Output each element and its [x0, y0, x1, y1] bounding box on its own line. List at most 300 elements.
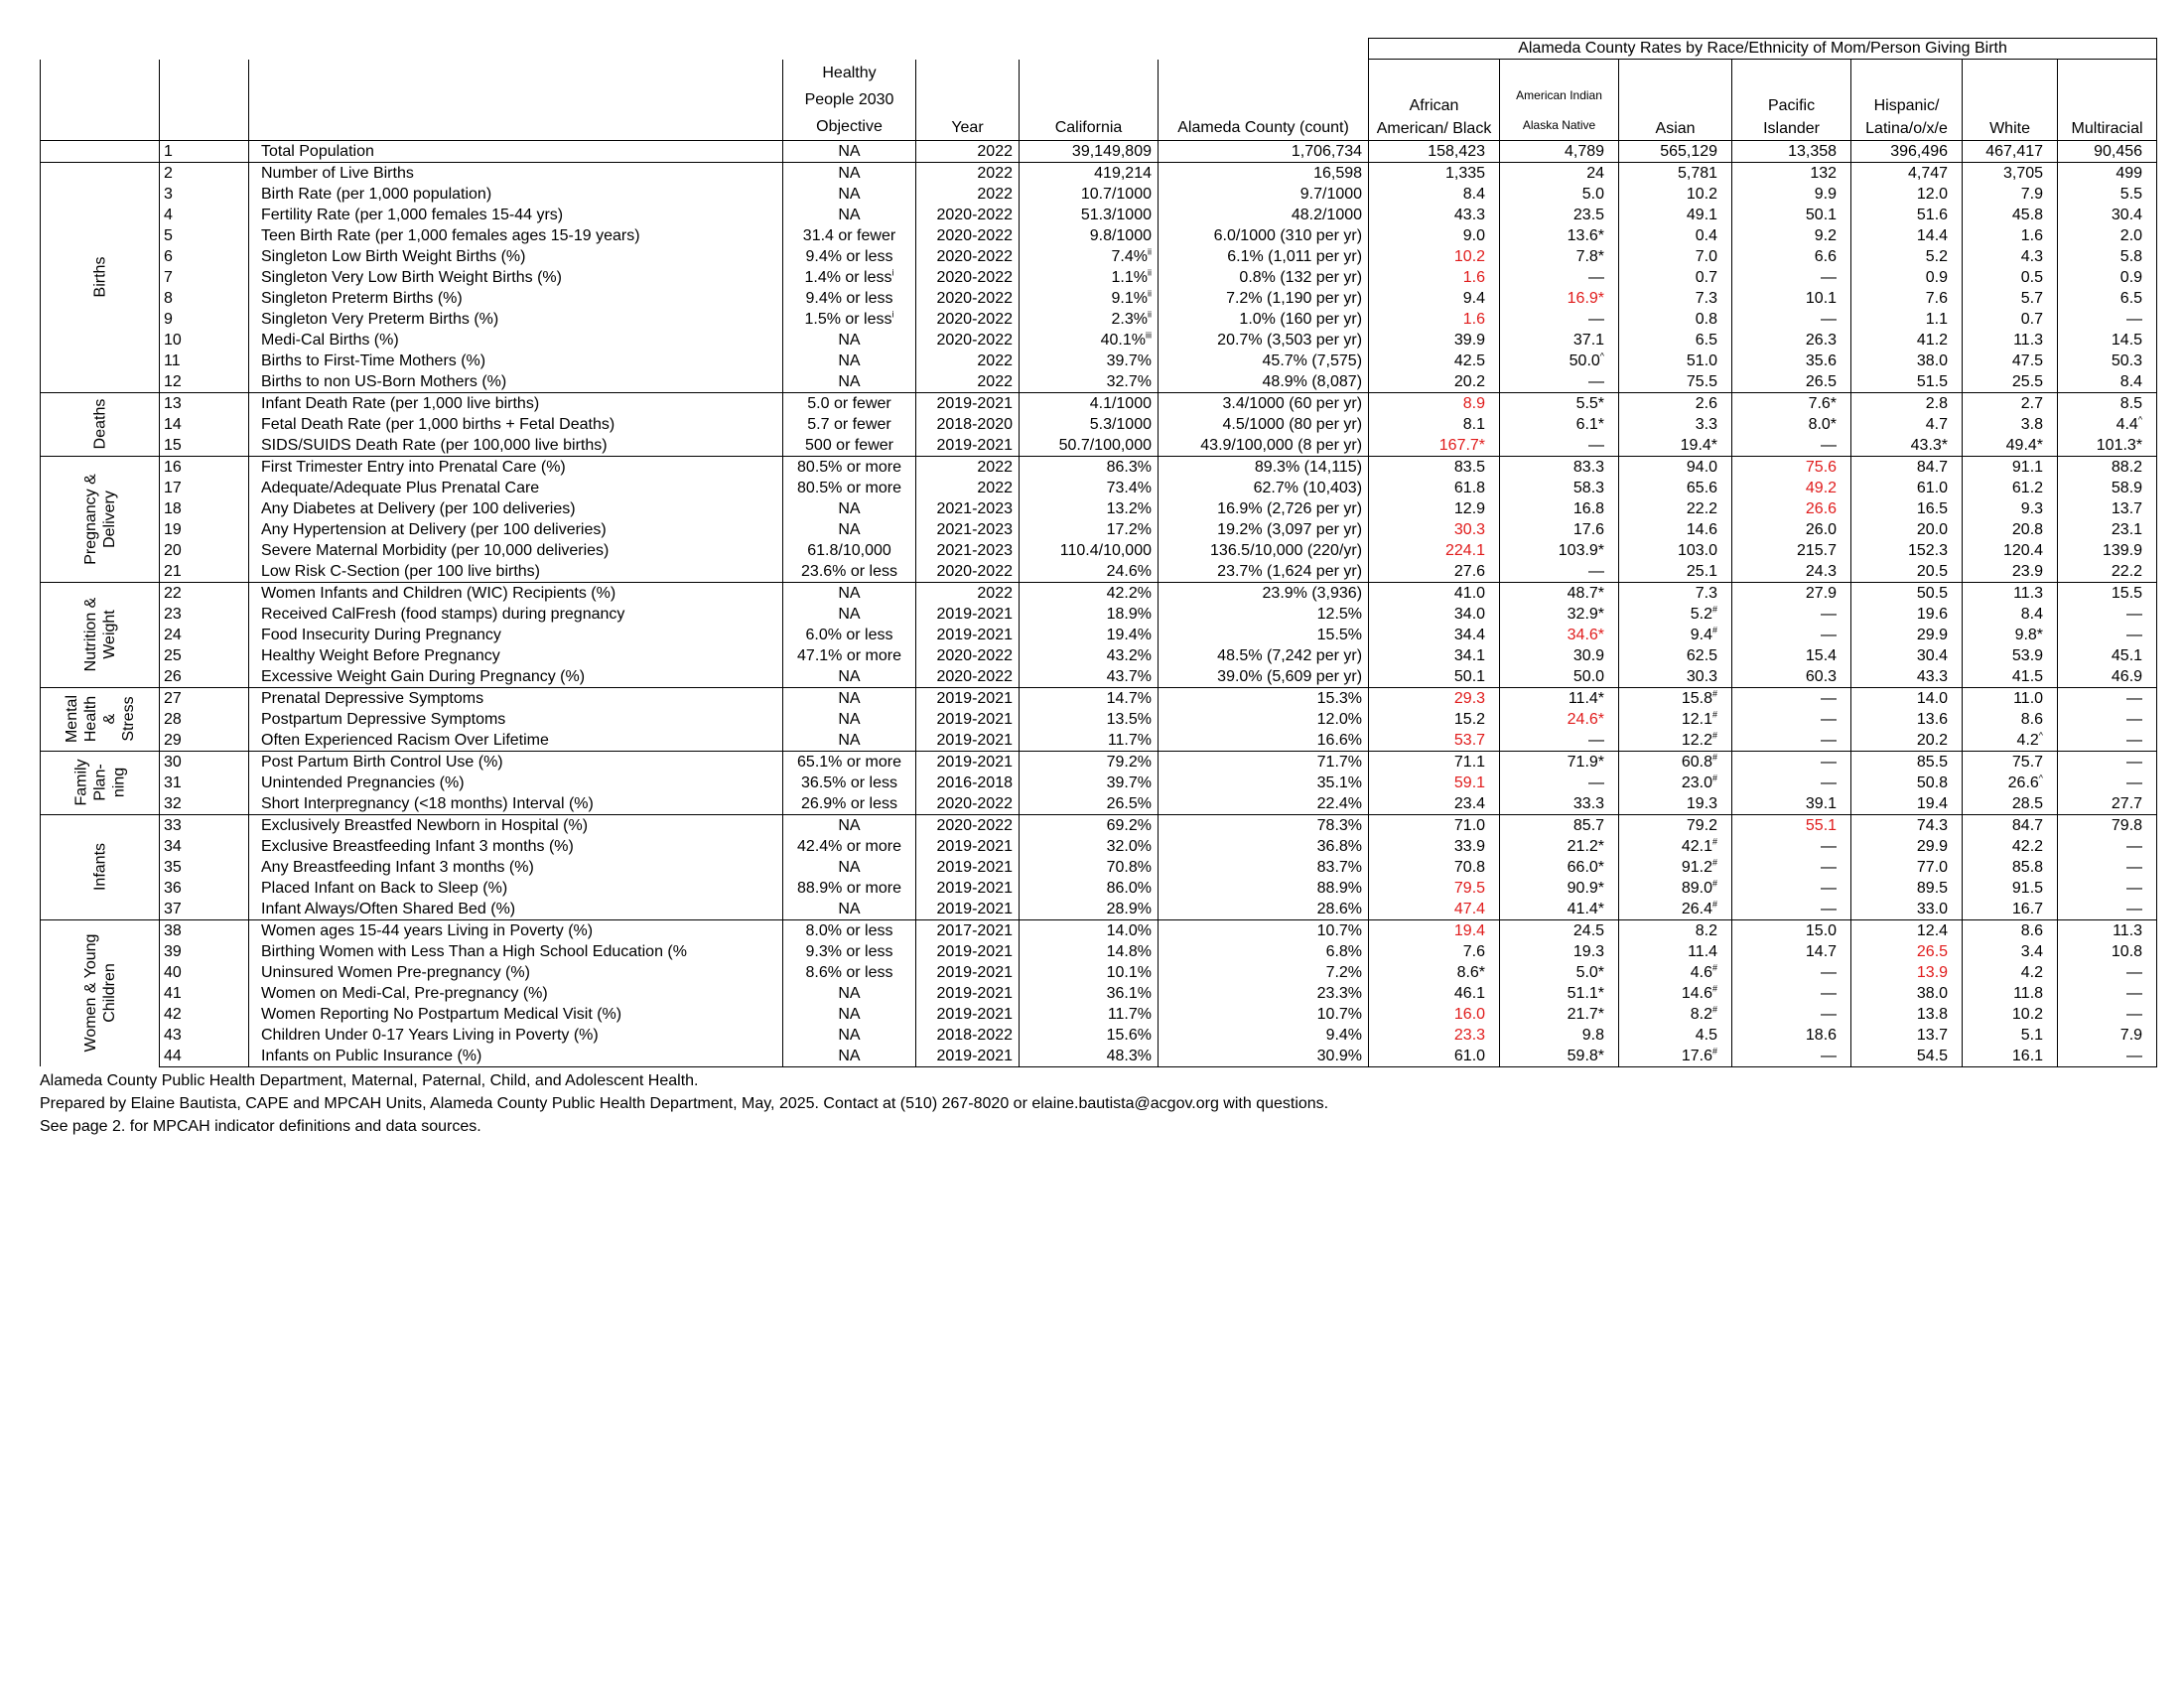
race-value: 0.8: [1619, 309, 1732, 330]
race-value: 8.4: [1369, 184, 1500, 205]
objective: [783, 857, 916, 878]
race-value: 4.7: [1851, 414, 1963, 435]
year: 2021-2023: [916, 498, 1020, 519]
group-label-cell: [41, 162, 160, 392]
california-value: [1020, 604, 1159, 625]
group-cell: [41, 140, 160, 162]
race-value: 61.0: [1851, 478, 1963, 498]
race-value: 65.6: [1619, 478, 1732, 498]
county-value: 45.7% (7,575): [1159, 351, 1369, 371]
footnote-marker: #: [1712, 983, 1718, 994]
race-value: [1619, 962, 1732, 983]
objective: [783, 414, 916, 435]
race-value-text: 14.6: [1681, 984, 1713, 1002]
race-value-text: 89.0: [1681, 879, 1713, 897]
race-header: Pacific Islander: [1732, 60, 1851, 141]
race-value: 38.0: [1851, 351, 1963, 371]
race-value: 4,747: [1851, 162, 1963, 184]
indicator-name: Fetal Death Rate (per 1,000 births + Fetal Deaths): [249, 414, 783, 435]
objective: [783, 309, 916, 330]
california-value: [1020, 793, 1159, 815]
indicator-row: [41, 645, 2157, 666]
footnote-marker: #: [1712, 899, 1718, 910]
race-value: 22.2: [2058, 561, 2157, 583]
year: 2022: [916, 351, 1020, 371]
county-value: 83.7%: [1159, 857, 1369, 878]
county-value: 23.7% (1,624 per yr): [1159, 561, 1369, 583]
race-value: 7.9: [2058, 1025, 2157, 1046]
indicator-row: [41, 814, 2157, 836]
california-text: 32.7%: [1106, 372, 1152, 390]
california-text: 5.3/1000: [1089, 415, 1152, 433]
race-value: —: [2058, 751, 2157, 773]
race-value: 90.9*: [1500, 878, 1619, 899]
race-value: —: [1732, 309, 1851, 330]
race-value: 224.1: [1369, 540, 1500, 561]
year: 2021-2023: [916, 519, 1020, 540]
race-header: American Indian Alaska Native: [1500, 60, 1619, 141]
objective-text: NA: [838, 1047, 861, 1064]
indicator-name: Birthing Women with Less Than a High School Education (%: [249, 941, 783, 962]
race-value: 89.5: [1851, 878, 1963, 899]
race-value: 16.1: [1963, 1046, 2058, 1067]
race-value-text: 17.6: [1681, 1047, 1713, 1064]
indicator-name: Medi-Cal Births (%): [249, 330, 783, 351]
indicator-row: [41, 709, 2157, 730]
indicator-row: [41, 751, 2157, 773]
race-value: 2.7: [1963, 392, 2058, 414]
race-value-text: 50.0: [1569, 352, 1600, 369]
race-value: 75.7: [1963, 751, 2058, 773]
objective-text: 88.9% or more: [797, 879, 901, 897]
footnote-marker: ii: [1148, 246, 1152, 257]
indicator-row: [41, 625, 2157, 645]
race-value: [1619, 604, 1732, 625]
race-value: 20.2: [1369, 371, 1500, 393]
group-label: Women & Young Children: [81, 933, 118, 1053]
race-value: 50.0: [1500, 666, 1619, 688]
race-value: 13.7: [1851, 1025, 1963, 1046]
race-value: —: [1732, 878, 1851, 899]
race-value: —: [2058, 730, 2157, 752]
county-value: 89.3% (14,115): [1159, 456, 1369, 478]
race-value: 15.0: [1732, 919, 1851, 941]
objective: [783, 225, 916, 246]
race-value: 16.5: [1851, 498, 1963, 519]
objective-text: 26.9% or less: [801, 794, 897, 812]
objective: [783, 519, 916, 540]
objective-text: 47.1% or more: [797, 646, 901, 664]
race-value: 8.4: [1963, 604, 2058, 625]
california-text: 79.2%: [1106, 753, 1152, 771]
indicator-number: 25: [160, 645, 249, 666]
footnote-marker: #: [1712, 709, 1718, 720]
county-value: 10.7%: [1159, 1004, 1369, 1025]
california-text: 24.6%: [1106, 562, 1152, 580]
california-text: 69.2%: [1106, 816, 1152, 834]
race-value: —: [1500, 730, 1619, 752]
year: 2019-2021: [916, 983, 1020, 1004]
county-value: 35.1%: [1159, 773, 1369, 793]
race-value: 139.9: [2058, 540, 2157, 561]
race-value: 26.5: [1851, 941, 1963, 962]
county-value: 15.5%: [1159, 625, 1369, 645]
footnote-marker: ii: [1148, 309, 1152, 320]
objective-text: NA: [838, 984, 861, 1002]
race-value: 43.3: [1851, 666, 1963, 688]
indicator-name: SIDS/SUIDS Death Rate (per 100,000 live births): [249, 435, 783, 457]
race-value: 8.2: [1619, 919, 1732, 941]
objective-text: NA: [838, 164, 861, 182]
race-value: 30.9: [1500, 645, 1619, 666]
group-label-cell: [41, 582, 160, 687]
objective-text: 9.4% or less: [805, 247, 893, 265]
footnote: See page 2. for MPCAH indicator definitions and data sources.: [40, 1117, 481, 1135]
california-text: 13.2%: [1106, 499, 1152, 517]
race-value: —: [2058, 878, 2157, 899]
race-value: 3.4: [1963, 941, 2058, 962]
california-text: 51.3/1000: [1080, 206, 1152, 223]
indicator-number: 42: [160, 1004, 249, 1025]
race-value: 24.5: [1500, 919, 1619, 941]
california-text: 43.7%: [1106, 667, 1152, 685]
group-label-cell: [41, 392, 160, 456]
year: 2019-2021: [916, 857, 1020, 878]
year: 2020-2022: [916, 288, 1020, 309]
footnote: Alameda County Public Health Department, Maternal, Paternal, Child, and Adolescent Health.: [40, 1071, 699, 1089]
race-value: 499: [2058, 162, 2157, 184]
race-value: 3.3: [1619, 414, 1732, 435]
race-value: 0.9: [2058, 267, 2157, 288]
race-value: 79.5: [1369, 878, 1500, 899]
objective-text: 9.3% or less: [805, 942, 893, 960]
objective-text: 500 or fewer: [805, 436, 893, 454]
race-value: —: [1732, 962, 1851, 983]
california-text: 7.4%: [1111, 247, 1148, 265]
california-value: [1020, 246, 1159, 267]
indicator-name: Short Interpregnancy (<18 months) Interval (%): [249, 793, 783, 815]
race-value: 51.5: [1851, 371, 1963, 393]
race-value: 85.5: [1851, 751, 1963, 773]
california-value: [1020, 625, 1159, 645]
race-value: 6.1*: [1500, 414, 1619, 435]
california-text: 110.4/10,000: [1059, 541, 1152, 559]
race-value: 7.6: [1369, 941, 1500, 962]
objective: [783, 498, 916, 519]
race-value: 43.3: [1369, 205, 1500, 225]
race-value: 83.3: [1500, 456, 1619, 478]
race-value: —: [1732, 1004, 1851, 1025]
year: 2019-2021: [916, 730, 1020, 752]
race-value: 1.6: [1963, 225, 2058, 246]
race-value: 33.0: [1851, 899, 1963, 920]
indicator-row: [41, 730, 2157, 752]
indicator-name: Fertility Rate (per 1,000 females 15-44 yrs): [249, 205, 783, 225]
race-value: 53.7: [1369, 730, 1500, 752]
race-value: 11.0: [1963, 687, 2058, 709]
race-value: [1619, 773, 1732, 793]
objective-text: 5.0 or fewer: [807, 394, 891, 412]
race-value: 17.6: [1500, 519, 1619, 540]
indicator-name: Exclusively Breastfed Newborn in Hospital (%): [249, 814, 783, 836]
race-value: 75.6: [1732, 456, 1851, 478]
race-value: 8.5: [2058, 392, 2157, 414]
objective-text: 23.6% or less: [801, 562, 897, 580]
race-value: 90,456: [2058, 140, 2157, 162]
objective: [783, 962, 916, 983]
race-value: 132: [1732, 162, 1851, 184]
indicator-row: [41, 582, 2157, 604]
county-value: 1,706,734: [1159, 140, 1369, 162]
race-value: [1619, 709, 1732, 730]
footnote-marker: #: [1712, 773, 1718, 783]
objective-text: 80.5% or more: [797, 479, 901, 496]
race-value: —: [2058, 309, 2157, 330]
race-value: 35.6: [1732, 351, 1851, 371]
indicator-row: [41, 899, 2157, 920]
race-value: 5,781: [1619, 162, 1732, 184]
objective: [783, 645, 916, 666]
california-value: [1020, 478, 1159, 498]
california-value: [1020, 414, 1159, 435]
california-text: 36.1%: [1106, 984, 1152, 1002]
race-value: —: [2058, 625, 2157, 645]
race-value: 85.8: [1963, 857, 2058, 878]
california-value: [1020, 814, 1159, 836]
indicator-name: Severe Maternal Morbidity (per 10,000 deliveries): [249, 540, 783, 561]
race-value: —: [1732, 857, 1851, 878]
indicator-number: 6: [160, 246, 249, 267]
objective-text: NA: [838, 185, 861, 203]
race-header: White: [1963, 60, 2058, 141]
year: 2019-2021: [916, 1004, 1020, 1025]
california-value: [1020, 582, 1159, 604]
race-value: 75.5: [1619, 371, 1732, 393]
race-value: 14.0: [1851, 687, 1963, 709]
indicator-row: [41, 836, 2157, 857]
county-value: 36.8%: [1159, 836, 1369, 857]
indicator-row: [41, 246, 2157, 267]
objective: [783, 604, 916, 625]
california-value: 39,149,809: [1020, 140, 1159, 162]
objective-text: 1.5% or less: [804, 310, 892, 328]
county-value: 12.0%: [1159, 709, 1369, 730]
year: 2019-2021: [916, 941, 1020, 962]
race-value: 91.1: [1963, 456, 2058, 478]
race-value: [1500, 351, 1619, 371]
race-value: 61.8: [1369, 478, 1500, 498]
race-value: 46.1: [1369, 983, 1500, 1004]
indicator-row: [41, 392, 2157, 414]
objective: [783, 666, 916, 688]
county-value: 22.4%: [1159, 793, 1369, 815]
year-header: Year: [916, 60, 1020, 141]
race-value: 51.1*: [1500, 983, 1619, 1004]
california-text: 42.2%: [1106, 584, 1152, 602]
race-value: 13.9: [1851, 962, 1963, 983]
california-text: 419,214: [1094, 164, 1152, 182]
race-value: —: [1732, 730, 1851, 752]
race-value: 16.8: [1500, 498, 1619, 519]
race-value: 41.2: [1851, 330, 1963, 351]
indicator-name: Total Population: [249, 140, 783, 162]
indicator-name: Infants on Public Insurance (%): [249, 1046, 783, 1067]
race-value-text: 60.8: [1681, 753, 1713, 771]
race-value: 4.5: [1619, 1025, 1732, 1046]
indicator-name: First Trimester Entry into Prenatal Care (%): [249, 456, 783, 478]
indicator-row: [41, 205, 2157, 225]
indicator-row: [41, 519, 2157, 540]
objective-text: 61.8/10,000: [807, 541, 891, 559]
race-value: [1619, 878, 1732, 899]
year: 2020-2022: [916, 246, 1020, 267]
indicator-number: 7: [160, 267, 249, 288]
race-value: 46.9: [2058, 666, 2157, 688]
race-value: [1619, 1046, 1732, 1067]
objective: [783, 899, 916, 920]
objective-text: NA: [838, 731, 861, 749]
objective-text: 80.5% or more: [797, 458, 901, 476]
race-value: 11.4*: [1500, 687, 1619, 709]
race-value: 88.2: [2058, 456, 2157, 478]
race-value: —: [1732, 435, 1851, 457]
california-value: [1020, 1025, 1159, 1046]
county-value: 48.5% (7,242 per yr): [1159, 645, 1369, 666]
objective: [783, 330, 916, 351]
race-value: 94.0: [1619, 456, 1732, 478]
indicator-number: 40: [160, 962, 249, 983]
race-value: 14.7: [1732, 941, 1851, 962]
group-label-cell: [41, 687, 160, 751]
race-value: 103.9*: [1500, 540, 1619, 561]
county-value: 15.3%: [1159, 687, 1369, 709]
race-value: 9.9: [1732, 184, 1851, 205]
race-value: 23.4: [1369, 793, 1500, 815]
county-value: 23.3%: [1159, 983, 1369, 1004]
california-value: [1020, 751, 1159, 773]
race-value: 54.5: [1851, 1046, 1963, 1067]
county-value: 43.9/100,000 (8 per yr): [1159, 435, 1369, 457]
indicator-row: [41, 371, 2157, 393]
footnote-marker: #: [1712, 730, 1718, 741]
county-value: 136.5/10,000 (220/yr): [1159, 540, 1369, 561]
objective-text: 9.4% or less: [805, 289, 893, 307]
race-value: 24.3: [1732, 561, 1851, 583]
race-value: 8.6: [1963, 709, 2058, 730]
race-value: 47.4: [1369, 899, 1500, 920]
num-header: [160, 60, 249, 141]
footnote-marker: #: [1712, 1004, 1718, 1015]
california-text: 1.1%: [1111, 268, 1148, 286]
indicator-name: Low Risk C-Section (per 100 live births): [249, 561, 783, 583]
california-text: 26.5%: [1106, 794, 1152, 812]
county-value: 19.2% (3,097 per yr): [1159, 519, 1369, 540]
group-label: Nutrition & Weight: [81, 597, 118, 672]
race-value: 50.8: [1851, 773, 1963, 793]
indicator-number: 34: [160, 836, 249, 857]
objective-text: NA: [838, 710, 861, 728]
year: 2016-2018: [916, 773, 1020, 793]
objective: [783, 246, 916, 267]
indicator-number: 38: [160, 919, 249, 941]
california-value: [1020, 288, 1159, 309]
california-text: 39.7%: [1106, 352, 1152, 369]
indicator-name: Number of Live Births: [249, 162, 783, 184]
race-value: 2.8: [1851, 392, 1963, 414]
indicator-row: [41, 666, 2157, 688]
race-value: —: [1500, 561, 1619, 583]
race-value: —: [1500, 435, 1619, 457]
race-value: 41.4*: [1500, 899, 1619, 920]
race-value: 8.6*: [1369, 962, 1500, 983]
year: 2017-2021: [916, 919, 1020, 941]
objective: [783, 793, 916, 815]
objective: [783, 162, 916, 184]
footnote-marker: #: [1712, 857, 1718, 868]
race-value: 42.5: [1369, 351, 1500, 371]
race-value: 26.0: [1732, 519, 1851, 540]
california-text: 14.0%: [1106, 921, 1152, 939]
county-value: 1.0% (160 per yr): [1159, 309, 1369, 330]
race-header: African American/ Black: [1369, 60, 1500, 141]
california-text: 73.4%: [1106, 479, 1152, 496]
indicator-number: 41: [160, 983, 249, 1004]
county-value: 12.5%: [1159, 604, 1369, 625]
year: 2020-2022: [916, 645, 1020, 666]
race-value: [1619, 730, 1732, 752]
race-value: 84.7: [1851, 456, 1963, 478]
race-value: 8.4: [2058, 371, 2157, 393]
objective-text: 36.5% or less: [801, 774, 897, 791]
footnote-marker: i: [891, 267, 894, 278]
race-value: —: [1732, 687, 1851, 709]
year: 2019-2021: [916, 709, 1020, 730]
indicator-number: 11: [160, 351, 249, 371]
race-value: —: [1500, 267, 1619, 288]
objective: [783, 288, 916, 309]
indicator-name: Birth Rate (per 1,000 population): [249, 184, 783, 205]
race-value: 16.7: [1963, 899, 2058, 920]
race-value: 58.3: [1500, 478, 1619, 498]
race-value: 47.5: [1963, 351, 2058, 371]
race-value: 50.1: [1369, 666, 1500, 688]
race-value-text: 4.2: [2016, 731, 2039, 749]
california-value: [1020, 666, 1159, 688]
race-value: 8.0*: [1732, 414, 1851, 435]
county-value: 28.6%: [1159, 899, 1369, 920]
race-value: 20.0: [1851, 519, 1963, 540]
objective-text: NA: [838, 520, 861, 538]
race-value: 84.7: [1963, 814, 2058, 836]
objective: [783, 561, 916, 583]
race-value: 19.4: [1851, 793, 1963, 815]
year: 2020-2022: [916, 267, 1020, 288]
county-value: 30.9%: [1159, 1046, 1369, 1067]
california-value: [1020, 857, 1159, 878]
footnote-marker: #: [1712, 604, 1718, 615]
race-value: 79.2: [1619, 814, 1732, 836]
race-value: 16.0: [1369, 1004, 1500, 1025]
race-value: 15.5: [2058, 582, 2157, 604]
indicator-header: [249, 60, 783, 141]
year: 2020-2022: [916, 561, 1020, 583]
indicator-row: [41, 983, 2157, 1004]
objective: [783, 709, 916, 730]
race-value: 34.1: [1369, 645, 1500, 666]
race-value: 45.8: [1963, 205, 2058, 225]
indicator-number: 17: [160, 478, 249, 498]
footnote-marker: #: [1712, 962, 1718, 973]
